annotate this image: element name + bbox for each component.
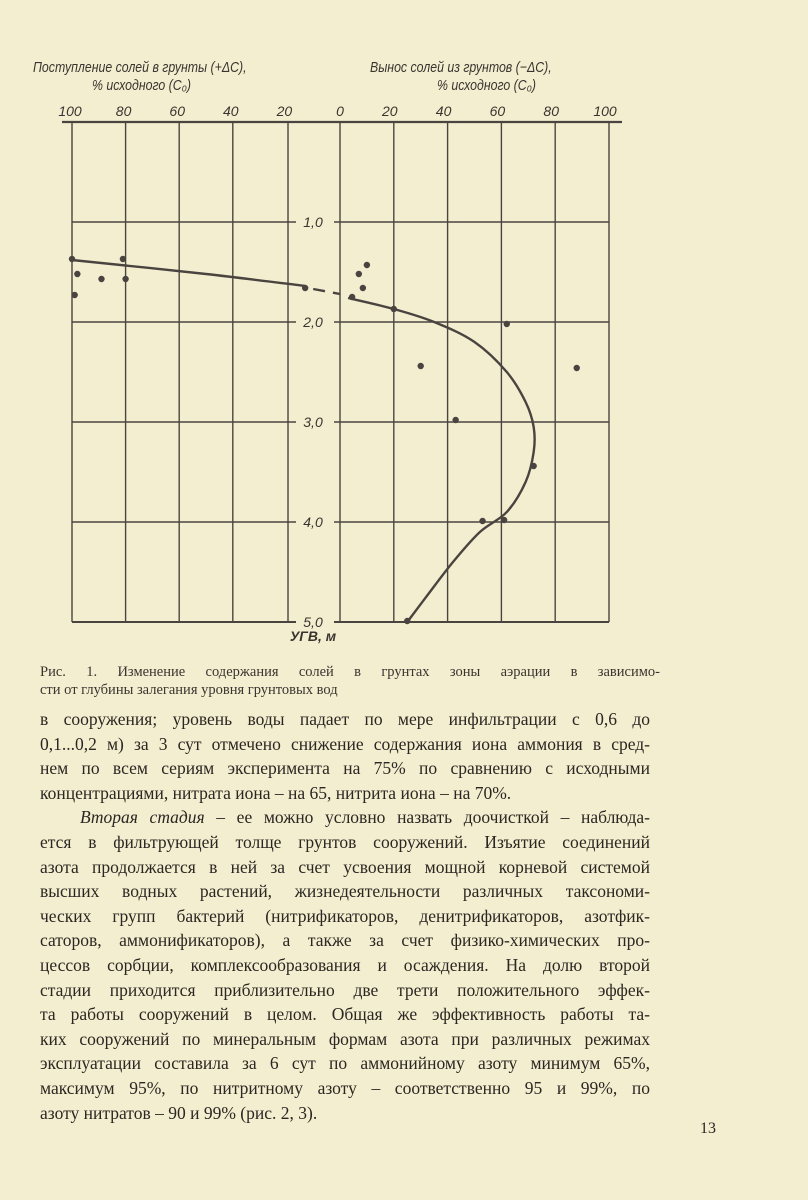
text-line: стадии приходится приблизительно две трети положительного эффек- [40, 979, 650, 1000]
removal-data-point [360, 285, 366, 291]
text-line: та работы сооружений в целом. Общая же эффективность работы та- [40, 1004, 650, 1025]
x-tick-label: 60 [169, 103, 185, 119]
text-line: нем по всем сериям эксперимента на 75% по сравнению с исходными [40, 758, 650, 779]
x-tick-label: 60 [489, 103, 506, 119]
text-line: высших водных растений, жизнедеятельности различных таксономи- [40, 881, 650, 902]
x-tick-label: 40 [435, 103, 452, 119]
caption-line: сти от глубины залегания уровня грунтовых вод [40, 682, 338, 698]
x-tick-label: 80 [115, 103, 132, 119]
chart-title-left-2: % исходного (C₀) [92, 78, 191, 94]
caption-line: Рис. 1. Изменение содержания солей в грунтах зоны аэрации в зависимо- [40, 664, 660, 680]
text-line [40, 805, 650, 830]
y-tick-label: 4,0 [303, 514, 323, 530]
text-fragment: – ее можно условно назвать доочисткой – наблюда- [204, 807, 650, 828]
text-line: азоту нитратов – 90 и 99% (рис. 2, 3). [40, 1102, 318, 1123]
x-tick-label: 40 [223, 103, 239, 119]
text-line: 0,1...0,2 м) за 3 сут отмечено снижение содержания иона аммония в сред- [40, 733, 650, 754]
y-tick-label: 3,0 [303, 414, 323, 430]
x-tick-label: 20 [382, 103, 398, 119]
input-data-point [122, 276, 128, 282]
removal-curve-line [348, 298, 535, 622]
chart-title-right-1: Вынос солей из грунтов (−ΔC), [370, 60, 552, 76]
stage-heading: Вторая стадия [80, 807, 205, 828]
input-data-point [120, 256, 126, 262]
y-tick-label: 5,0 [303, 614, 323, 630]
input-data-point [74, 271, 80, 277]
text-line: азота продолжается в ней за счет усвоения мощной корневой системой [40, 856, 650, 877]
removal-data-point [364, 262, 370, 268]
removal-data-point [418, 363, 424, 369]
page-number: 13 [700, 1120, 716, 1137]
x-tick-label: 0 [336, 103, 344, 119]
y-tick-label: 1,0 [303, 214, 323, 230]
x-tick-label: 80 [543, 103, 559, 119]
removal-data-point [356, 271, 362, 277]
figure-caption [40, 663, 660, 699]
text-line: концентрациями, нитрата иона – на 65, нитрита иона – на 70%. [40, 782, 512, 803]
removal-data-point [574, 365, 580, 371]
transition-dashed-line [313, 289, 340, 294]
text-line: максимум 95%, по нитритному азоту – соответственно 95 и 99%, по [40, 1077, 650, 1098]
text-line: саторов, аммонификаторов), а также за счет физико-химических про- [40, 930, 650, 951]
x-tick-label: 100 [593, 103, 617, 119]
y-axis-label: УГВ, м [289, 628, 337, 644]
x-tick-label: 20 [276, 103, 293, 119]
body-text [40, 707, 650, 1125]
text-line: ческих групп бактерий (нитрификаторов, денитрификаторов, азотфик- [40, 905, 650, 926]
input-curve-line [72, 260, 305, 286]
chart-title-left-1: Поступление солей в грунты (+ΔC), [33, 60, 247, 76]
x-tick-label: 100 [58, 103, 82, 119]
y-tick-label: 2,0 [303, 314, 323, 330]
input-data-point [71, 292, 77, 298]
removal-data-point [479, 518, 485, 524]
removal-data-point [504, 321, 510, 327]
chart-title-right-2: % исходного (C₀) [437, 78, 536, 94]
text-line: в сооружения; уровень воды падает по мере инфильтрации с 0,6 до [40, 709, 650, 729]
text-line: ких сооружений по минеральным формам азота при различных режимах [40, 1028, 650, 1049]
text-line: ется в фильтрующей толще грунтов сооружений. Изъятие соединений [40, 831, 650, 852]
text-line: эксплуатации составила за 6 сут по аммонийному азоту минимум 65%, [40, 1053, 650, 1074]
input-data-point [98, 276, 104, 282]
text-line: цессов сорбции, комплексообразования и осаждения. На долю второй [40, 954, 650, 975]
removal-data-point [452, 417, 458, 423]
